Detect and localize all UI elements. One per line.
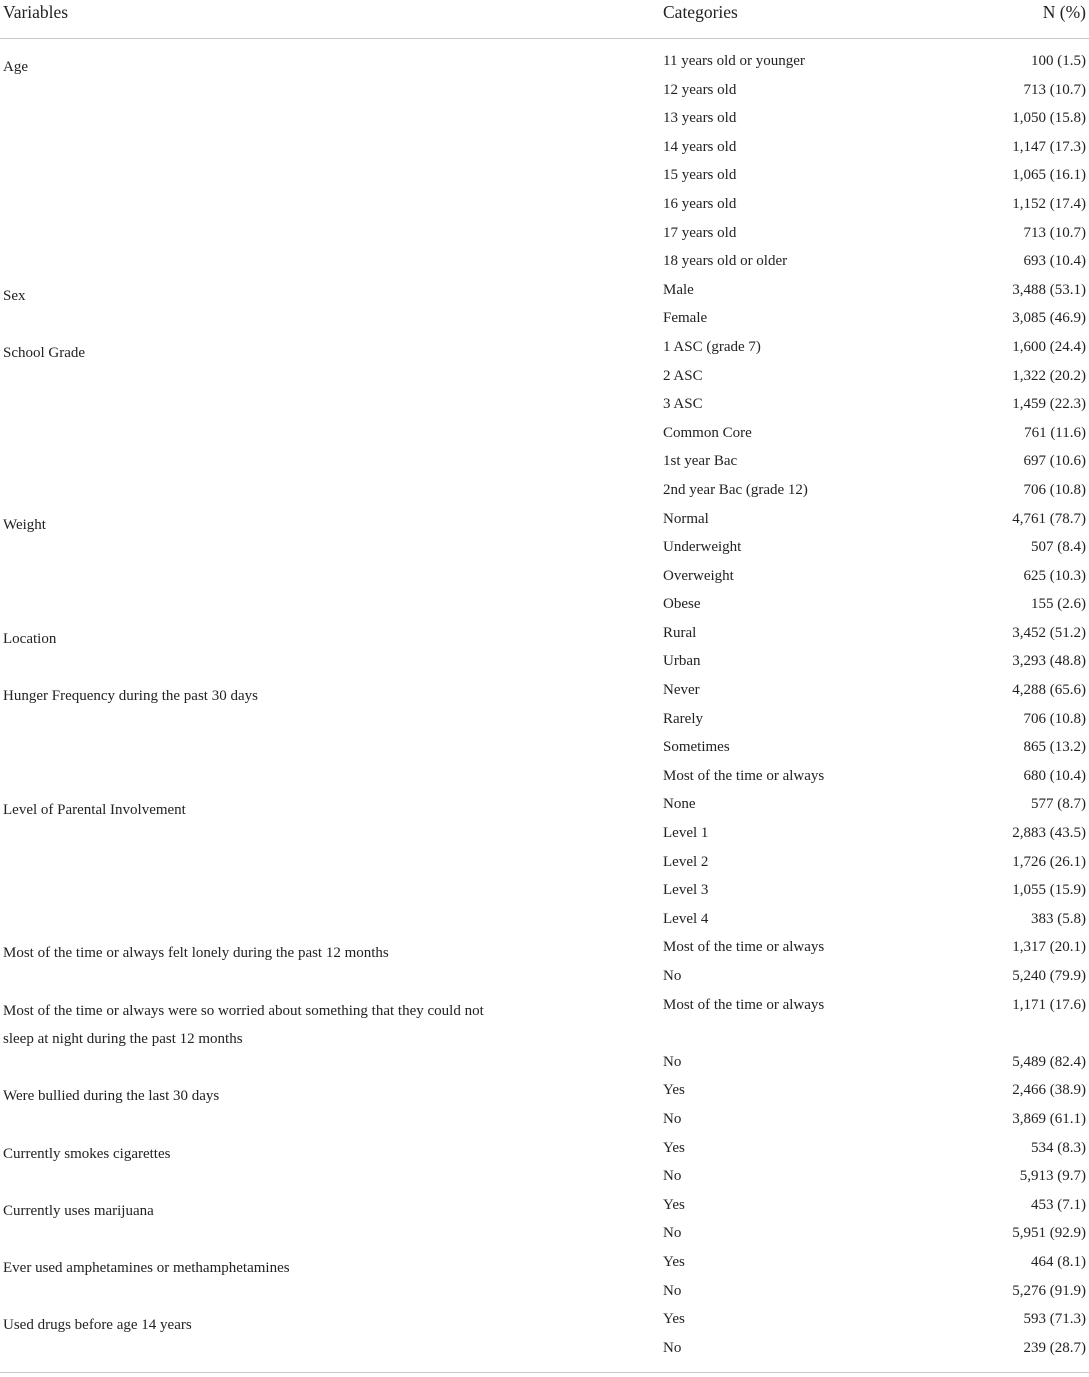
table-row [0, 564, 1089, 593]
table-row [0, 364, 1089, 393]
variable-cell: Ever used amphetamines or methamphetamines [3, 1259, 290, 1276]
table-row [0, 221, 1089, 250]
n-percent-cell: 3,452 (51.2) [1012, 624, 1086, 641]
n-percent-cell: 5,240 (79.9) [1012, 968, 1086, 984]
category-cell: 1st year Bac [663, 453, 738, 470]
n-percent-cell: 534 (8.3) [1031, 1139, 1086, 1156]
category-cell: 14 years old [663, 138, 737, 155]
n-percent-cell: 5,276 (91.9) [1012, 1282, 1086, 1299]
category-cell: Yes [663, 1082, 685, 1099]
category-cell: Overweight [663, 567, 734, 584]
table-row [0, 993, 1089, 1050]
table-row [0, 335, 1089, 364]
category-cell: Underweight [663, 539, 742, 556]
n-percent-cell: 155 (2.6) [1031, 596, 1086, 613]
table-row [0, 278, 1089, 307]
table-row [0, 764, 1089, 793]
n-percent-cell: 761 (11.6) [1024, 424, 1086, 441]
variable-cell: Weight [3, 516, 46, 533]
variable-cell: Age [3, 59, 28, 75]
variable-cell: School Grade [3, 344, 86, 361]
n-percent-cell: 1,600 (24.4) [1012, 338, 1086, 355]
n-percent-cell: 1,147 (17.3) [1012, 138, 1086, 155]
n-percent-cell: 3,869 (61.1) [1012, 1110, 1086, 1127]
table-body [0, 39, 1089, 1364]
n-percent-cell: 100 (1.5) [1031, 53, 1086, 69]
variable-cell: Most of the time or always were so worried about something that they could not sleep at night during the past 12 months [3, 1002, 484, 1047]
header-categories: Categories [663, 2, 738, 22]
table-row [0, 478, 1089, 507]
n-percent-cell: 5,913 (9.7) [1019, 1168, 1086, 1185]
category-cell: None [663, 796, 696, 813]
table-row [0, 735, 1089, 764]
table-row [0, 449, 1089, 478]
n-percent-cell: 713 (10.7) [1023, 81, 1086, 98]
n-percent-cell: 1,065 (16.1) [1012, 167, 1086, 184]
category-cell: Yes [663, 1311, 685, 1328]
category-cell: No [663, 1282, 682, 1299]
n-percent-cell: 625 (10.3) [1023, 567, 1086, 584]
table-row [0, 1250, 1089, 1279]
header-n-percent: N (%) [1042, 2, 1086, 22]
n-percent-cell: 1,152 (17.4) [1012, 195, 1086, 212]
n-percent-cell: 4,288 (65.6) [1012, 682, 1086, 699]
n-percent-cell: 3,488 (53.1) [1012, 281, 1086, 298]
table-row [0, 707, 1089, 736]
variable-cell: Most of the time or always felt lonely during the past 12 months [3, 945, 389, 962]
category-cell: 13 years old [663, 110, 737, 127]
table-row [0, 1336, 1089, 1365]
variable-cell: Currently uses marijuana [3, 1202, 154, 1219]
category-cell: Level 3 [663, 882, 709, 899]
table-row [0, 78, 1089, 107]
category-cell: Female [663, 310, 708, 327]
table-row [0, 850, 1089, 879]
category-cell: 3 ASC [663, 396, 703, 413]
table-row [0, 592, 1089, 621]
bottom-rule [0, 1372, 1089, 1373]
category-cell: No [663, 1053, 682, 1070]
n-percent-cell: 706 (10.8) [1023, 710, 1086, 727]
table-row [0, 1279, 1089, 1308]
category-cell: Most of the time or always [663, 767, 825, 784]
table-row [0, 1307, 1089, 1336]
category-cell: Male [663, 281, 694, 298]
n-percent-cell: 1,459 (22.3) [1012, 396, 1086, 413]
table-row [0, 1193, 1089, 1222]
table-row [0, 535, 1089, 564]
category-cell: 12 years old [663, 81, 737, 98]
table-header [0, 0, 1089, 39]
n-percent-cell: 1,726 (26.1) [1012, 853, 1086, 870]
variable-cell: Currently smokes cigarettes [3, 1145, 171, 1162]
header-variables: Variables [3, 2, 69, 22]
category-cell: No [663, 1110, 682, 1127]
variable-cell: Used drugs before age 14 years [3, 1317, 192, 1334]
n-percent-cell: 577 (8.7) [1031, 796, 1086, 813]
category-cell: Yes [663, 1253, 685, 1270]
category-cell: Yes [663, 1196, 685, 1213]
n-percent-cell: 3,085 (46.9) [1012, 310, 1086, 327]
table-row [0, 1221, 1089, 1250]
table-row [0, 1107, 1089, 1136]
category-cell: 18 years old or older [663, 253, 788, 270]
n-percent-cell: 383 (5.8) [1031, 910, 1086, 927]
category-cell: Sometimes [663, 739, 730, 756]
table-row [0, 649, 1089, 678]
n-percent-cell: 5,951 (92.9) [1012, 1225, 1086, 1242]
table-row [0, 49, 1089, 78]
table-row [0, 878, 1089, 907]
n-percent-cell: 680 (10.4) [1023, 767, 1086, 784]
category-cell: 15 years old [663, 167, 737, 184]
table-row [0, 192, 1089, 221]
category-cell: 11 years old or younger [663, 53, 805, 69]
table-row [0, 135, 1089, 164]
n-percent-cell: 865 (13.2) [1023, 739, 1086, 756]
table-row [0, 935, 1089, 964]
table-row [0, 1136, 1089, 1165]
n-percent-cell: 1,050 (15.8) [1012, 110, 1086, 127]
table-row [0, 163, 1089, 192]
n-percent-cell: 507 (8.4) [1031, 539, 1086, 556]
table-row [0, 621, 1089, 650]
n-percent-cell: 2,883 (43.5) [1012, 825, 1086, 842]
n-percent-cell: 1,317 (20.1) [1012, 939, 1086, 956]
table-row [0, 1164, 1089, 1193]
n-percent-cell: 593 (71.3) [1023, 1311, 1086, 1328]
variable-cell: Sex [3, 287, 26, 304]
category-cell: Most of the time or always [663, 939, 825, 956]
table-row [0, 421, 1089, 450]
n-percent-cell: 239 (28.7) [1023, 1339, 1086, 1356]
category-cell: Rarely [663, 710, 703, 727]
n-percent-cell: 464 (8.1) [1031, 1253, 1086, 1270]
table-row [0, 507, 1089, 536]
table-row [0, 1050, 1089, 1079]
table-row [0, 1078, 1089, 1107]
category-cell: Yes [663, 1139, 685, 1156]
n-percent-cell: 693 (10.4) [1023, 253, 1086, 270]
category-cell: 1 ASC (grade 7) [663, 338, 761, 355]
category-cell: Level 1 [663, 825, 709, 842]
category-cell: Urban [663, 653, 701, 670]
table-row [0, 306, 1089, 335]
n-percent-cell: 2,466 (38.9) [1012, 1082, 1086, 1099]
category-cell: 2nd year Bac (grade 12) [663, 481, 808, 498]
category-cell: No [663, 1339, 682, 1356]
category-cell: 17 years old [663, 224, 737, 241]
table-row [0, 821, 1089, 850]
category-cell: Level 2 [663, 853, 709, 870]
table-row [0, 678, 1089, 707]
n-percent-cell: 3,293 (48.8) [1012, 653, 1086, 670]
category-cell: Never [663, 682, 700, 699]
variable-cell: Level of Parental Involvement [3, 802, 186, 819]
category-cell: Level 4 [663, 910, 709, 927]
n-percent-cell: 697 (10.6) [1023, 453, 1086, 470]
variable-cell: Hunger Frequency during the past 30 days [3, 688, 258, 705]
n-percent-cell: 5,489 (82.4) [1012, 1053, 1086, 1070]
n-percent-cell: 453 (7.1) [1031, 1196, 1086, 1213]
category-cell: Normal [663, 510, 709, 527]
n-percent-cell: 1,322 (20.2) [1012, 367, 1086, 384]
category-cell: Most of the time or always [663, 996, 825, 1013]
n-percent-cell: 706 (10.8) [1023, 481, 1086, 498]
table-row [0, 792, 1089, 821]
n-percent-cell: 1,055 (15.9) [1012, 882, 1086, 899]
table-row [0, 907, 1089, 936]
category-cell: No [663, 1225, 682, 1242]
category-cell: 16 years old [663, 195, 737, 212]
category-cell: Common Core [663, 424, 752, 441]
n-percent-cell: 713 (10.7) [1023, 224, 1086, 241]
variable-cell: Location [3, 630, 57, 647]
n-percent-cell: 1,171 (17.6) [1012, 996, 1086, 1013]
table-row [0, 106, 1089, 135]
category-cell: Rural [663, 624, 697, 641]
n-percent-cell: 4,761 (78.7) [1012, 510, 1086, 527]
category-cell: No [663, 1168, 682, 1185]
table-row [0, 392, 1089, 421]
table-row [0, 249, 1089, 278]
category-cell: No [663, 968, 682, 984]
table-row [0, 964, 1089, 993]
category-cell: Obese [663, 596, 701, 613]
category-cell: 2 ASC [663, 367, 703, 384]
variable-cell: Were bullied during the last 30 days [3, 1088, 220, 1105]
